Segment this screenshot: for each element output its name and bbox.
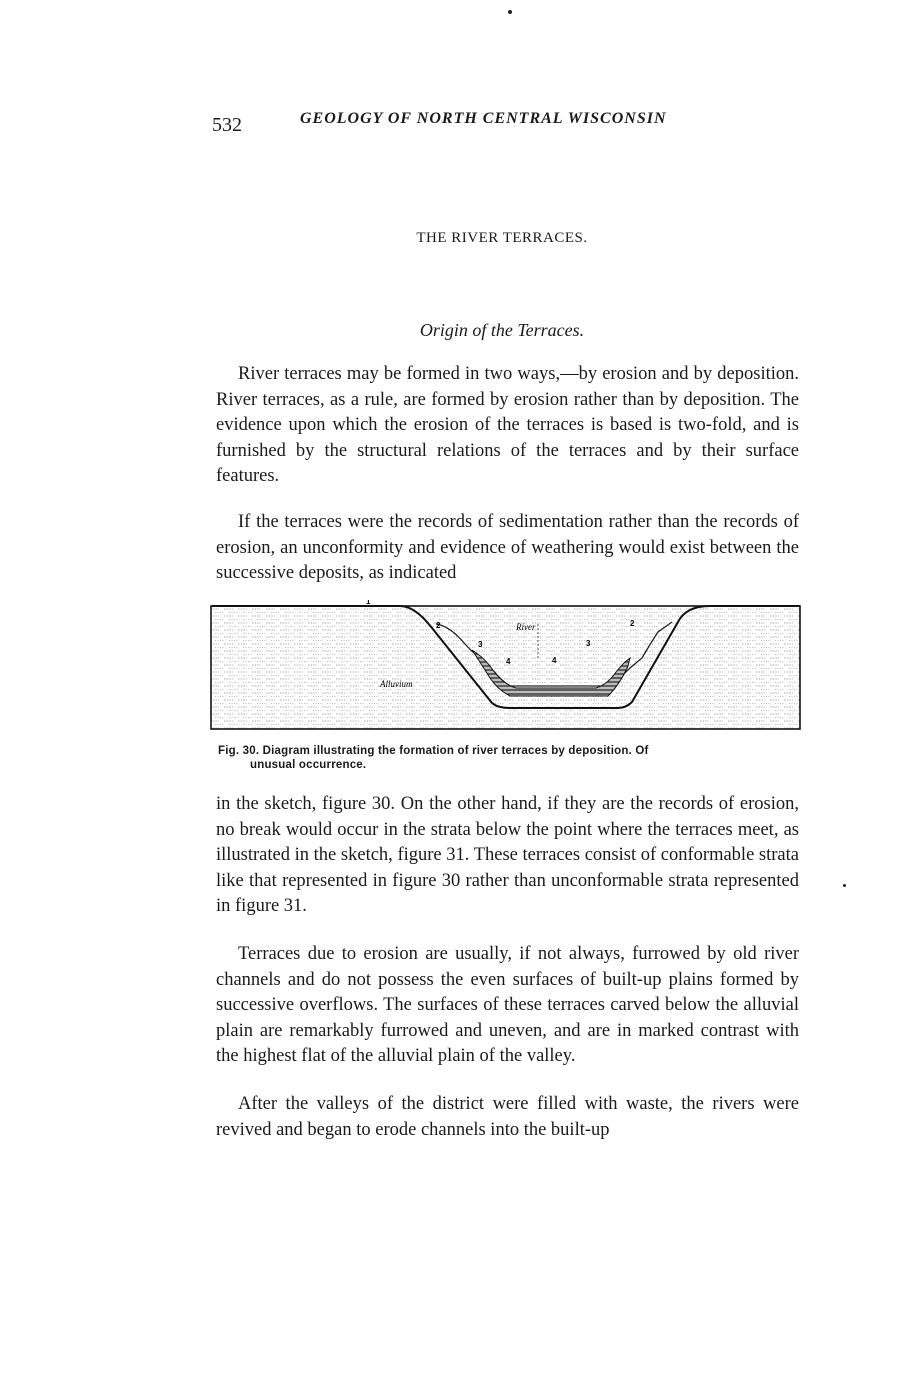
figure-30-diagram	[210, 600, 802, 732]
running-title: GEOLOGY OF NORTH CENTRAL WISCONSIN	[300, 110, 667, 127]
terrace-label-3-right: 3	[586, 639, 591, 648]
section-heading: THE RIVER TERRACES.	[416, 230, 588, 246]
paragraph-2: If the terraces were the records of sedimentation rather than the records of erosion, an unconformity and evidence of weathering would exist between the successive deposits, as indicated	[216, 512, 799, 583]
speck-mark	[843, 884, 846, 887]
terrace-label-3-left: 3	[478, 640, 483, 649]
terrace-label-4-left: 4	[506, 657, 511, 666]
running-head	[212, 110, 802, 140]
terrace-label-4-right: 4	[552, 656, 557, 665]
diagram-frame	[211, 606, 800, 729]
terrace-cross-section	[210, 600, 802, 732]
section-subheading: Origin of the Terraces.	[419, 320, 585, 340]
page-number: 532	[212, 114, 242, 136]
terrace-label-2-right: 2	[630, 619, 635, 628]
paragraph-4: Terraces due to erosion are usually, if not always, furrowed by old river channels and do not possess the even surfaces of built-up plains formed by successive overflows. The surfaces of these terraces carved below the alluvial plain are remarkably furrowed and uneven, and are in marked contrast with the highest flat of the alluvial plain of the valley.	[216, 944, 799, 1066]
terrace-label-1: 1	[366, 600, 371, 606]
terrace-label-2-left: 2	[436, 621, 441, 630]
alluvium-label: Alluvium	[380, 679, 413, 689]
caption-line-1: Fig. 30. Diagram illustrating the formation of river terraces by deposition. Of	[218, 745, 649, 757]
paragraph-3: in the sketch, figure 30. On the other hand, if they are the records of erosion, no break would occur in the strata below the point where the terraces meet, as illustrated in the sketch, figure 31. These terraces consist of conformable strata like that represented in figure 30 rather than unconformable strata represented in figure 31.	[216, 794, 799, 916]
paragraph-1: River terraces may be formed in two ways,—by erosion and by deposition. River terraces, as a rule, are formed by erosion rather than by deposition. The evidence upon which the erosion of the terraces is based is two-fold, and is furnished by the structural relations of the terraces and by their surface features.	[216, 364, 799, 486]
speck-mark	[508, 10, 512, 14]
figure-caption	[218, 744, 800, 772]
river-label: River	[516, 622, 536, 632]
paragraph-5: After the valleys of the district were filled with waste, the rivers were revived and began to erode channels into the built-up	[216, 1094, 799, 1140]
caption-line-2: unusual occurrence.	[250, 759, 367, 771]
